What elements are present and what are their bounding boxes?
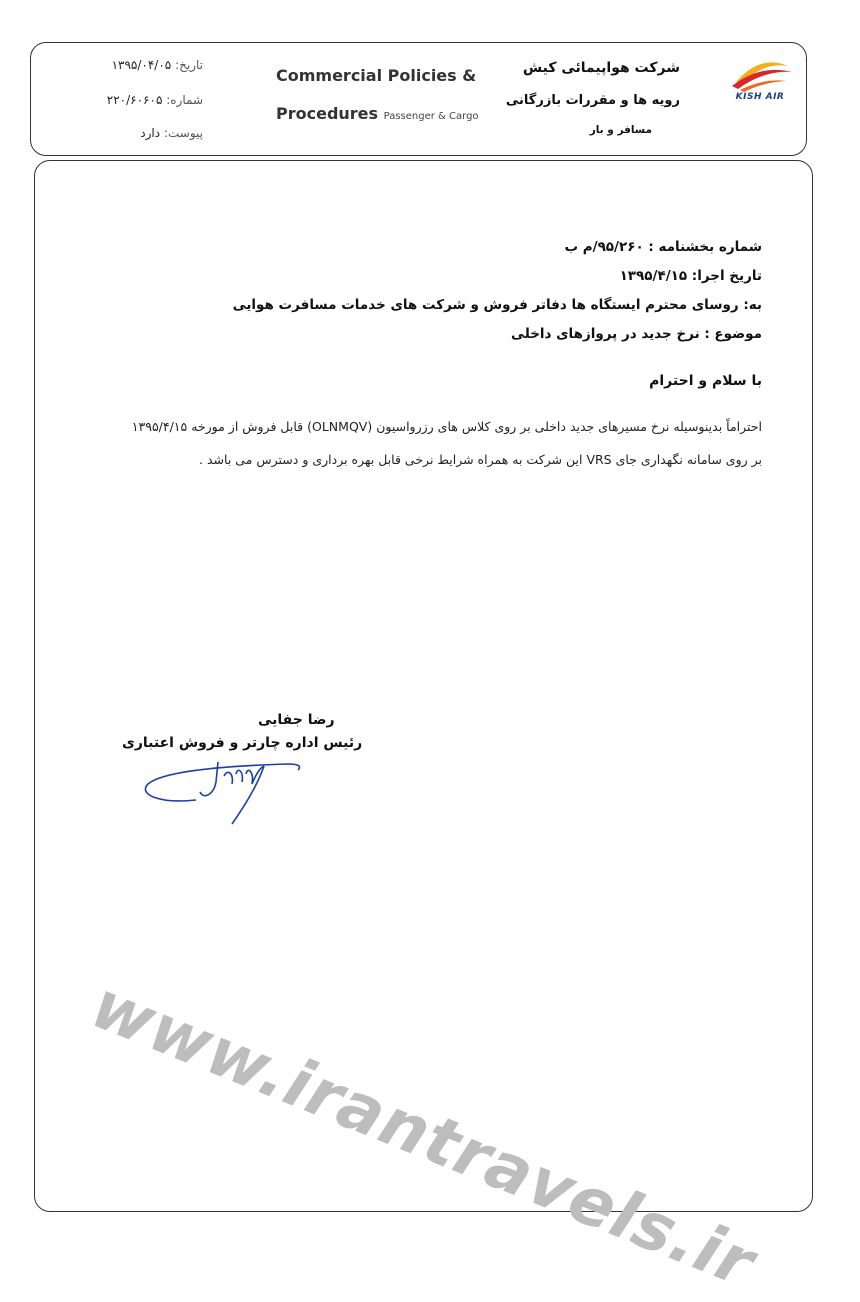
attachment-field: پیوست: دارد bbox=[140, 126, 203, 140]
circular-number: شماره بخشنامه : ۹۵/۲۶۰/م ب bbox=[564, 239, 762, 255]
effective-date: تاریخ اجرا: ۱۳۹۵/۴/۱۵ bbox=[619, 268, 762, 284]
attachment-value: دارد bbox=[140, 126, 161, 140]
website-watermark: www.irantravels.ir bbox=[81, 966, 766, 1302]
policies-title: Commercial Policies & bbox=[276, 66, 477, 85]
procedures-title: Procedures Passenger & Cargo bbox=[276, 104, 479, 123]
body-paragraph-line-2: بر روی سامانه نگهداری جای VRS این شرکت به همراه شرایط نرخی قابل بهره برداری و دسترس می باشد . bbox=[199, 452, 762, 467]
greeting: با سلام و احترام bbox=[649, 373, 762, 389]
recipient-line: به: روسای محترم ایستگاه ها دفاتر فروش و شرکت های خدمات مسافرت هوایی bbox=[232, 297, 762, 313]
company-scope: مسافر و بار bbox=[589, 124, 652, 136]
subject-line: موضوع : نرخ جدید در پروازهای داخلی bbox=[511, 326, 762, 342]
company-department: رویه ها و مقررات بازرگانی bbox=[505, 93, 680, 108]
signatory-title: رئیس اداره چارتر و فروش اعتباری bbox=[122, 735, 363, 751]
body-paragraph-line-1: احتراماً بدینوسیله نرخ مسیرهای جدید داخلی بر روی کلاس های رزرواسیون (OLNMQV) قابل فروش از مورخه ۱۳۹۵/۴/۱۵ bbox=[131, 419, 762, 434]
company-name: شرکت هواپیمائی کیش bbox=[522, 60, 680, 76]
number-value: ۲۲۰/۶۰۶۰۵ bbox=[106, 93, 163, 107]
number-field: شماره: ۲۲۰/۶۰۶۰۵ bbox=[106, 93, 203, 107]
date-value: ۱۳۹۵/۰۴/۰۵ bbox=[111, 58, 172, 72]
date-field: تاریخ: ۱۳۹۵/۰۴/۰۵ bbox=[111, 58, 203, 72]
logo-text: KISH AIR bbox=[735, 92, 785, 102]
handwritten-signature bbox=[138, 744, 314, 828]
procedures-subtitle: Passenger & Cargo bbox=[383, 111, 479, 122]
signatory-name: رضا جفایی bbox=[258, 712, 335, 728]
